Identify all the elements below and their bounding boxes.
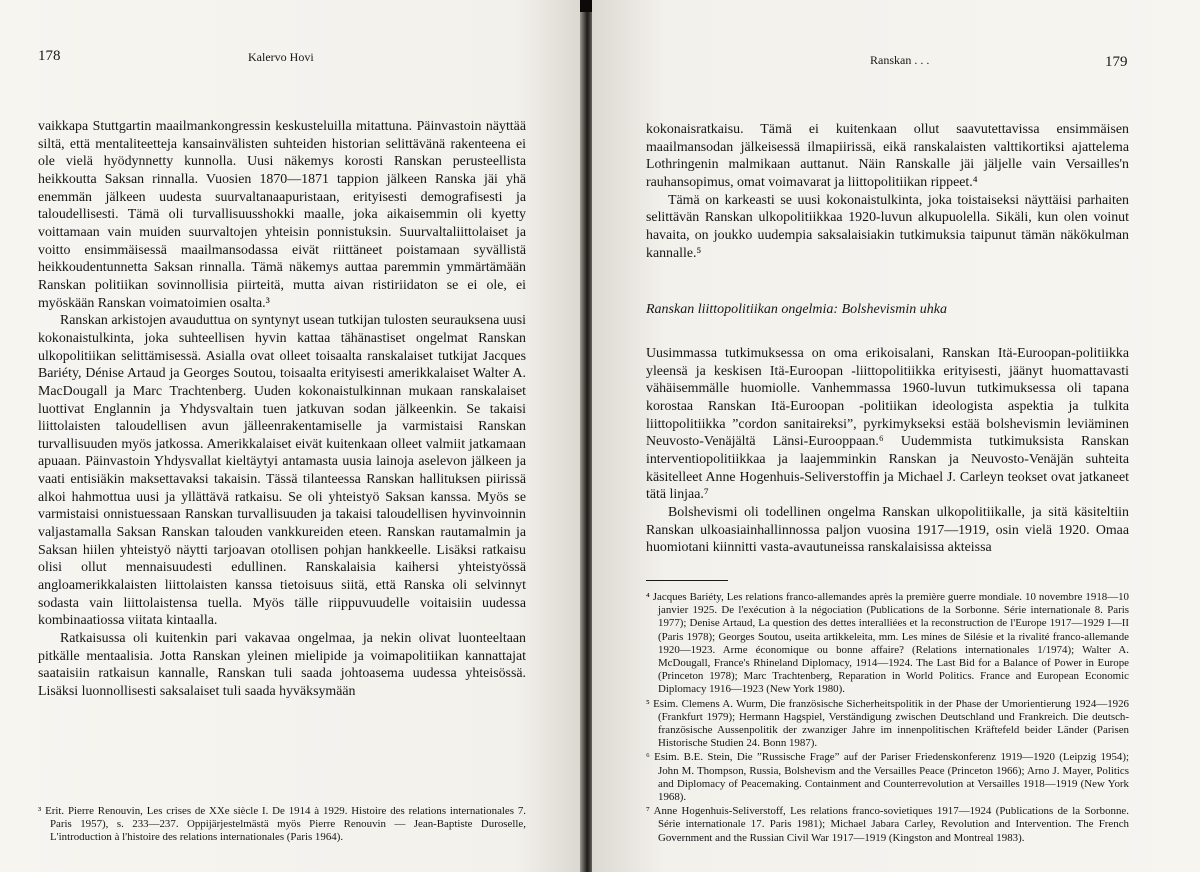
footnote-rule — [646, 580, 728, 581]
right-body-text-bottom — [646, 345, 1129, 557]
paragraph: kokonaisratkaisu. Tämä ei kuitenkaan ollut saavutettavissa ensimmäisen maailmansodan jälkeisessä ilmapiirissä, eikä ranskalaisten valttikortiksi ajattelema Lothringenin malmikaan auttanut. Näin Ranskalle jäi jäljelle vain Versailles'n rauhansopimus, omat voimavarat ja liittopolitiikan rippeet.⁴ — [646, 122, 1129, 190]
footnote: ³ Erit. Pierre Renouvin, Les crises de XXe siècle I. De 1914 à 1929. Histoire des relations internationales 7. Paris 1957), s. 233—237. Oppijärjestelmästä myös Pierre Renouvin — Jean-Baptiste Duroselle, L'introduction à l'histoire des relations internationales (Paris 1964). — [38, 805, 526, 844]
right-footnotes — [646, 591, 1129, 846]
left-footnotes — [38, 805, 526, 846]
right-page — [592, 0, 1200, 872]
paragraph: Uusimmassa tutkimuksessa on oma erikoisalani, Ranskan Itä-Euroopan-politiikka yleensä ja keskisen Itä-Euroopan -liittopolitiikka erityisesti, jäänyt huomattavasti vähäisemmälle huomiolle. Vanhemmassa 1960-luvun tutkimuksessa oli tapana korostaa Ranskan Itä-Euroopan -politiikan ideologista aspektia ja tulkita liittopolitiikka ”cordon sanitaireksi”, pyrkimykseksi estää bolshevismin leviäminen Neuvosto-Venäjältä Länsi-Eurooppaan.⁶ Uudemmista tutkimuksista Ranskan interventiopolitiikkaa ja laajemminkin Ranskan ja Neuvosto-Venäjän suhteita käsitelleet Anne Hogenhuis-Seliverstoffin ja Michael J. Carleyn teokset ovat jatkaneet tätä linjaa.⁷ — [646, 346, 1129, 503]
footnote: ⁷ Anne Hogenhuis-Seliverstoff, Les relations franco-sovietiques 1917—1924 (Publications de la Sorbonne. Série internationale 17. Paris 1981); Michael Jabara Carley, Revolution and Intervention. The French Government and the Russian Civil War 1917—1919 (Kingston and Montreal 1983). — [646, 805, 1129, 844]
page-number: 179 — [1105, 54, 1128, 70]
section-heading: Ranskan liittopolitiikan ongelmia: Bolshevismin uhka — [646, 302, 947, 317]
paragraph: Ratkaisussa oli kuitenkin pari vakavaa ongelmaa, ja nekin olivat luonteeltaan pitkälle mentaalisia. Jotta Ranskan yleinen mielipide ja voimapolitiikan kannattajat saataisiin ratkaisun kannalle, Ranskan tuli saada johtoasema uudessa yhteisössä. Lisäksi luonnollisesti saksalaiset tuli saada hyväksymään — [38, 631, 526, 699]
paragraph: vaikkapa Stuttgartin maailmankongressin keskusteluilla mitattuna. Päinvastoin näyttää siltä, että mentaliteetteja kansainvälisten suhteiden historian selittävänä rakenteena ei ole vielä hyödynnetty kunnolla. Uusi näkemys korosti Ranskan perusteellista heikkoutta Saksan rinnalla. Vuosien 1870—1871 tappion jälkeen Ranska jäi yhä enemmän jälkeen uudesta suurvaltanaapuristaan, erityisesti demografisesti ja taloudellisesti. Tämä oli turvallisuusshokki maalle, joka aikaisemmin oli kyetty voittamaan vain muiden suurvaltojen yhteisin ponnistuksin. Suurvaltaliittolaiset ja voitto ensimmäisessä maailmansodassa eivät riittäneet poistamaan syvällistä heikkoudentunnetta Saksan rinnalla. Tämä näkemys auttaa paremmin ymmärtämään Ranskan politiikan sovinnollisia piirteitä, mutta aivan ristiriidaton se ei ole, ei myöskään Ranskan voimatoimien osalta.³ — [38, 119, 526, 311]
running-head: Kalervo Hovi — [248, 50, 314, 64]
footnote: ⁴ Jacques Bariéty, Les relations franco-allemandes après la première guerre mondiale. 10 novembre 1918—10 janvier 1925. De l'exécution à la négociation (Publications de la Sorbonne. Série internationale 8. Paris 1977); Denise Artaud, La question des dettes interalliées et la reconstruction de l'Europe 1917—1929 I—II (Paris 1978); Georges Soutou, useita artikkeleita, mm. Les mines de Silésie et la rivalité franco-allemande 1920—1923. Arme économique ou bonne affaire? (Relations internationales 1/1974); Walter A. McDougall, France's Rhineland Diplomacy, 1914—1924. The Last Bid for a Balance of Power in Europe (Princeton 1978); Marc Trachtenberg, Reparation in World Politics. France and European Economic Diplomacy 1916—1923 (New York 1980). — [646, 591, 1129, 696]
right-body-text-top — [646, 121, 1129, 262]
paragraph: Ranskan arkistojen avauduttua on syntynyt usean tutkijan tulosten seurauksena uusi kokonaistulkinta, joka suhteellisen hyvin kattaa tähänastiset ongelmat Ranskan ulkopolitiikan selittämisessä. Asialla ovat olleet toisaalta ranskalaiset tutkijat Jacques Bariéty, Dénise Artaud ja Georges Soutou, toisaalta erityisesti amerikkalaiset Walter A. MacDougall ja Marc Trachtenberg. Uuden kokonaistulkinnan mukaan ranskalaiset luottivat Englannin ja Yhdysvaltain tuen jatkuvan sodan jälkeenkin. Se takaisi liittolaisten taloudellisen avun jälleenrakentamiselle ja varmistaisi Ranskan turvallisuuden myös jatkossa. Amerikkalaiset eivät kuitenkaan olleet valmiit jatkamaan apuaan. Päinvastoin Yhdysvallat kieltäytyi antamasta uusia lainoja aselevon jälkeen ja vaati entisiäkin maksettavaksi takaisin. Tässä tilanteessa Ranskan hallituksen piirissä alkoi hahmottua uusi ja yllättävä ratkaisu. Se oli yhteistyö Saksan kanssa. Myös se varmistaisi onnistuessaan Ranskan turvallisuuden ja takaisi taloudellisen hyvinvoinnin valjastamalla Saksan Ranskan talouden vankkureiden eteen. Ranskan rautamalmin ja Saksan hiilen yhteistyö näytti tarjoavan otollisen pohjan hankkeelle. Lisäksi ratkaisu olisi ollut mennaisuudesti edullinen. Ranskalaisia kaihersi yhteistyössä angloamerikkalaisten liittolaisten kanssa tietoisuus siitä, että Ranska oli selvinnyt sodasta vain liittolaistensa tuella. Myös tälle riippuvuudelle voitaisiin uudessa kombinaatiossa viitata kintaalla. — [38, 313, 526, 629]
running-head: Ranskan . . . — [870, 53, 930, 67]
paragraph: Tämä on karkeasti se uusi kokonaistulkinta, joka toistaiseksi näyttäisi parhaiten selittävän Ranskan ulkopolitiikkaa 1920-luvun alkupuolella. Sikäli, kun olen voinut havaita, on joukko uudempia saksalaisiakin tutkimuksia taipunut tämän näkökulman kannalle.⁵ — [646, 192, 1129, 261]
page-number: 178 — [38, 48, 61, 64]
left-page — [0, 0, 586, 872]
left-body-text — [38, 118, 526, 701]
footnote: ⁵ Esim. Clemens A. Wurm, Die französische Sicherheitspolitik in der Phase der Umorientierung 1924—1926 (Frankfurt 1979); Hermann Hagspiel, Verständigung zwischen Deutschland und Frankreich. Die deutsch-französische Aussenpolitik der zwanziger Jahre im innenpolitischen Kräftefeld beider Länder (Parisen Historische Studien 24. Bonn 1987). — [646, 697, 1129, 750]
footnote: ⁶ Esim. B.E. Stein, Die ”Russische Frage” auf der Pariser Friedenskonferenz 1919—1920 (Leipzig 1954); John M. Thompson, Russia, Bolshevism and the Versailles Peace (Princeton 1966); Arno J. Mayer, Politics and Diplomacy of Peacemaking. Containment and Counterrevolution at Versailles 1918—1919 (New York 1968). — [646, 751, 1129, 804]
paragraph: Bolshevismi oli todellinen ongelma Ranskan ulkopolitiikalle, ja sitä käsiteltiin Ranskan ulkoasiainhallinnossa paljon vuosina 1917—1919, osin vielä 1920. Omaa huomiotani kiinnitti vasta-avautuneissa ranskalaisissa akteissa — [646, 504, 1129, 556]
